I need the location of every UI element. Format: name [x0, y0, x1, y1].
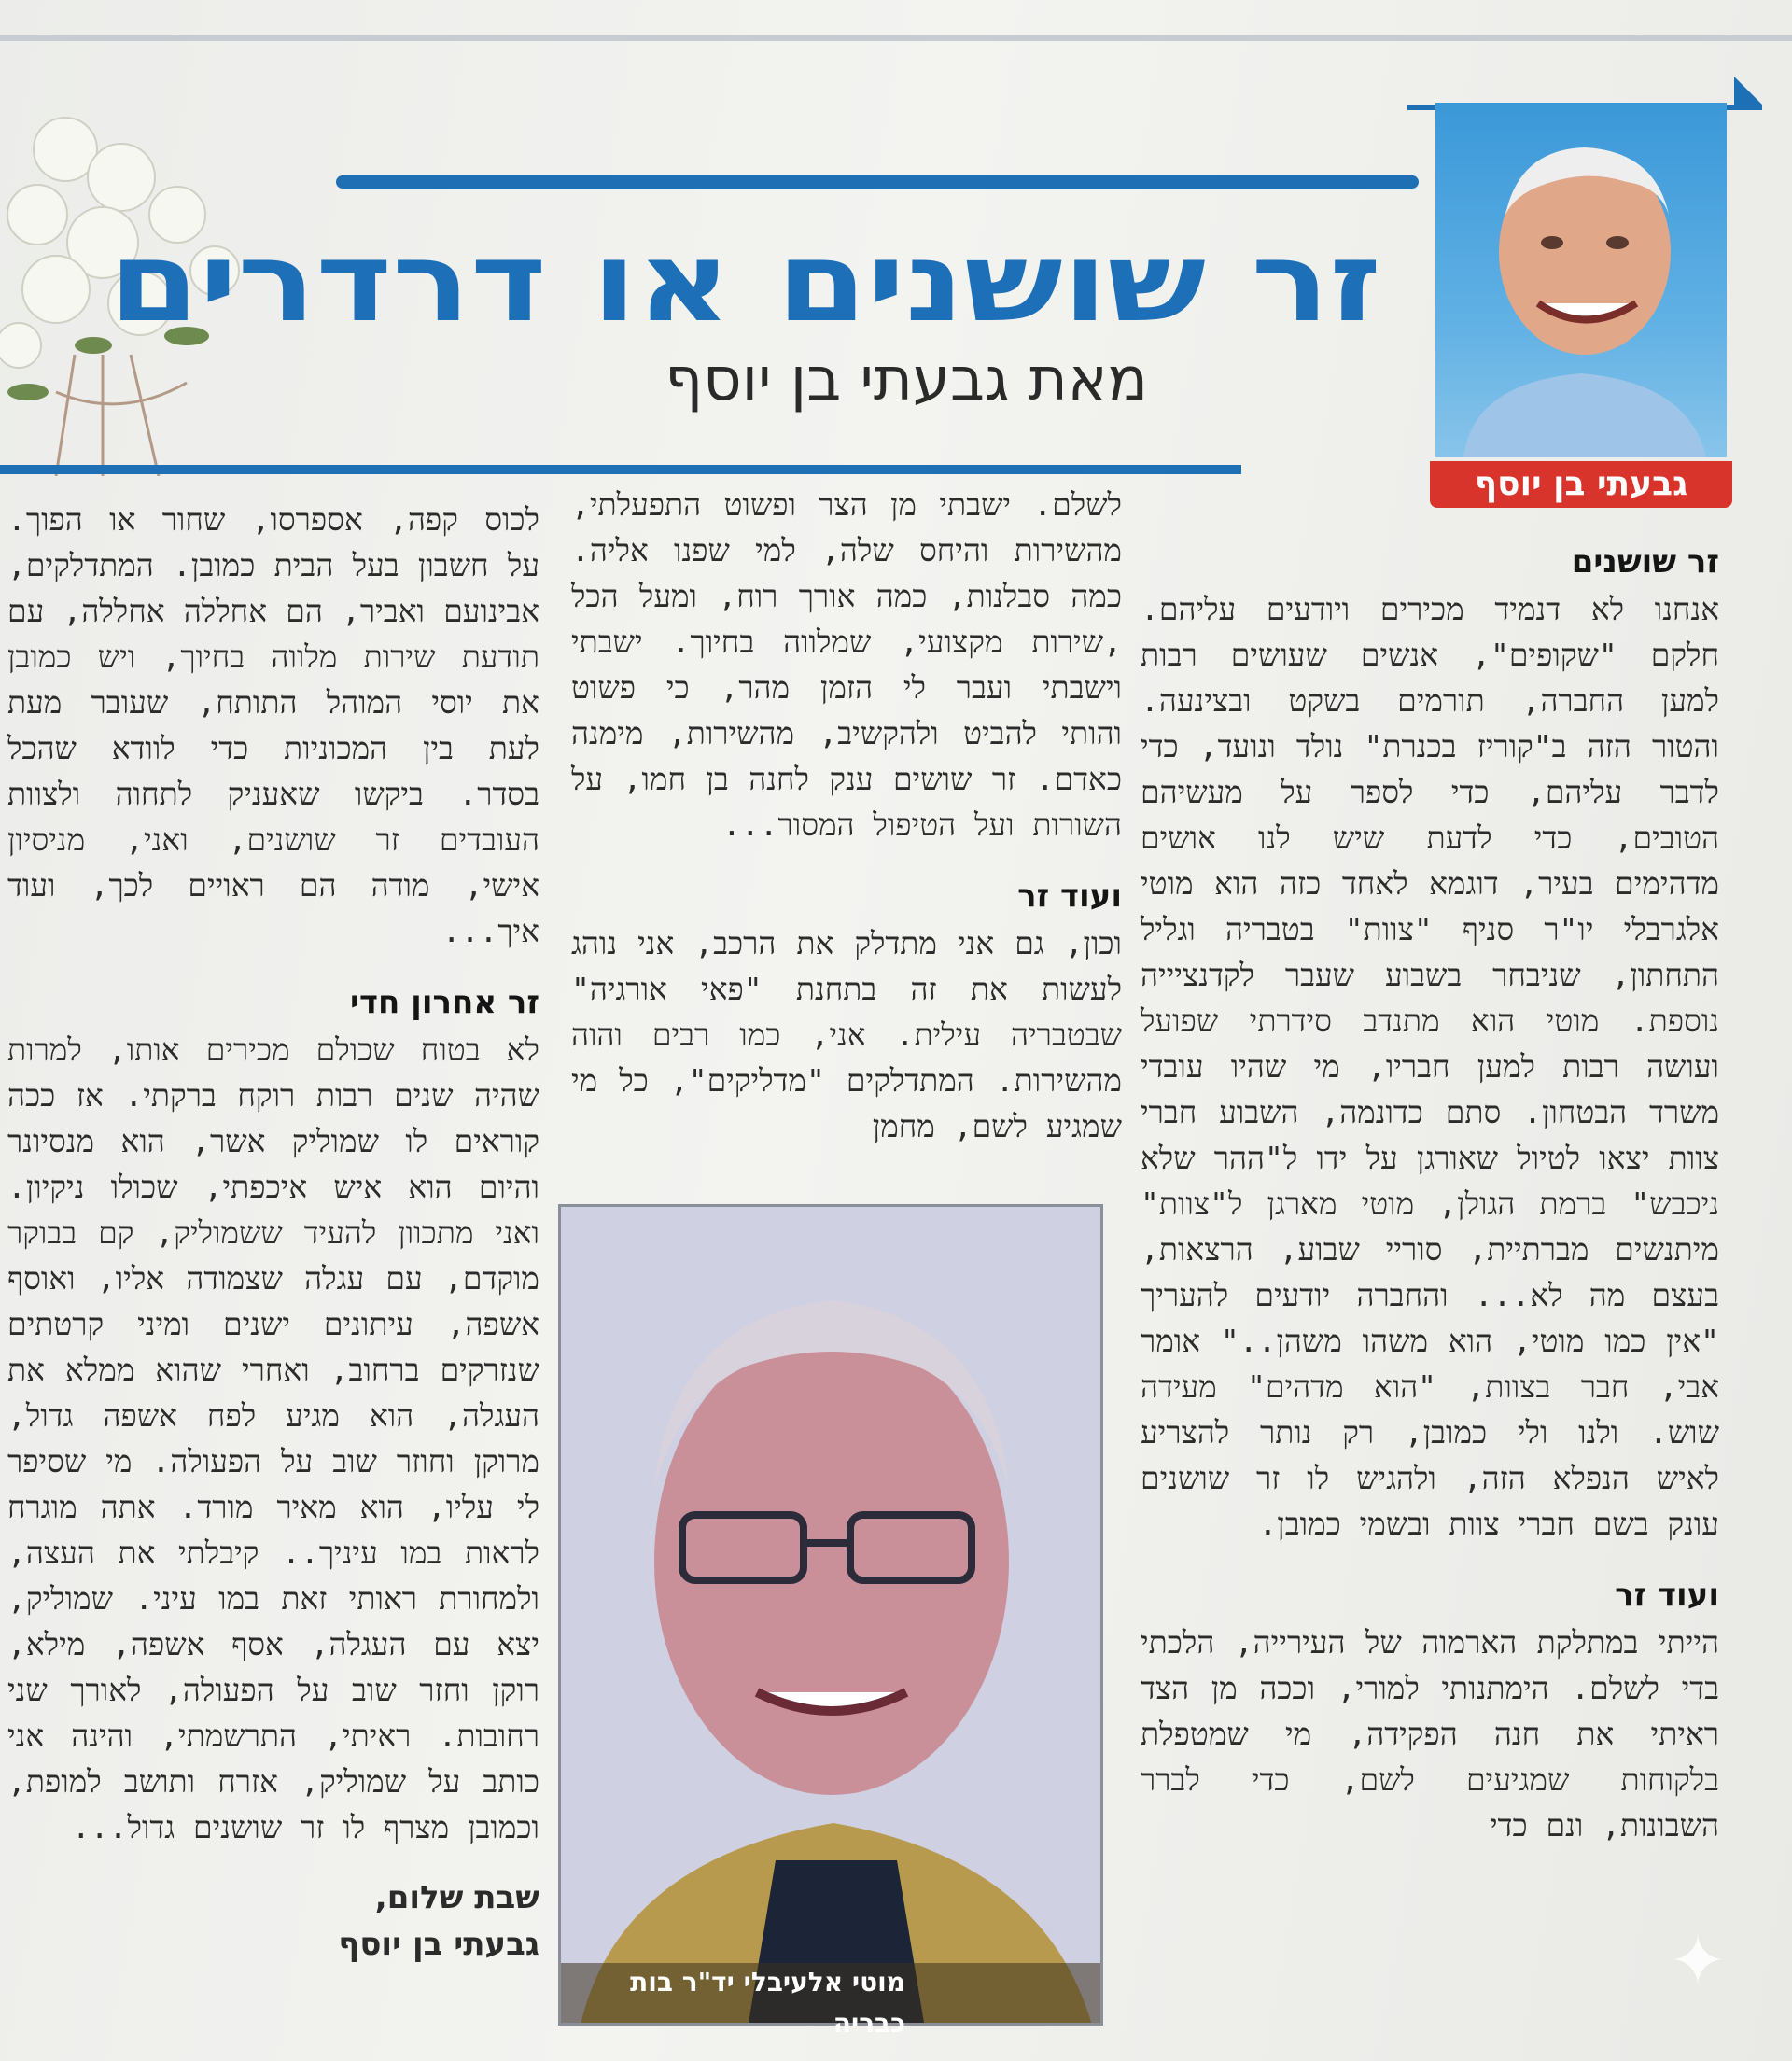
paragraph: וכון, גם אני מתדלק את הרכב, אני נוהג לעשות את זה בתחנת "פאי אורגיה" שבטבריה עילית. אני, כמו רבים והוה מהשירות. המתדלקים "מדליקים", כל מי שמגיע לשם, מחמן — [571, 925, 1122, 1144]
subheading: ועוד זר — [1615, 1577, 1719, 1614]
top-rule — [0, 35, 1792, 41]
subheading: ועוד זר — [1017, 877, 1122, 915]
photo-caption: מוטי אלעיבלי יד"ר בות כבריה — [630, 1967, 905, 2039]
paragraph: אנחנו לא דנמיד מכירים ויודעים עליהם. חלקם "שקופים", אנשים שעושים רבות למען החברה, תורמים בשקט ובצינעה. והטור הזה ב"קוריז בכנרת" נולד ונועד, כדי לדבר עליהם, כדי לספר על מעשיהם הטובים, כדי לדעת שיש לנו אושים מדהימים בעיר, דוגמא לאחד כזה הוא מוטי אלגרבלי יו"ר סניף "צוות" בטבריה וגליל התחתון, שניבחר בשבוע שעבר לקדנציייה נוספת. מוטי הוא מתנדב סידרתי שפועל ועושה רבות למען חבריו, מי שהיו עובדי משרד הבטחון. סתם כדונמה, השבוע חברי צוות יצאו לטיול שאורגן על ידו ל"ההר שלא ניכבש" ברמת הגולן, מוטי מארגן ל"צוות" מיתנשים מברתיית, סוריי שבוע, הרצאות, בעצם מה לא... והחברה יודעים להעריך "אין כמו מוטי, הוא משהו משהן.." אומר אבי, חבר בצוות, "הוא מדהים" מעידה שוש. ולנו ולי כמובן, רק נותר להצריע לאיש הנפלא הזה, ולהגיש לו זר שושנים עונק בשם חברי צוות ובשמי כמובן. — [1141, 591, 1719, 1542]
article-title: זר שושנים או דרדרים — [108, 217, 1381, 346]
column-middle — [571, 482, 1122, 1149]
closing-signature: גבעתי בן יוסף — [338, 1926, 539, 1963]
header-band — [336, 175, 1419, 189]
sparkle-watermark-icon: ✦ — [1668, 1921, 1727, 2001]
header-divider — [0, 465, 1241, 474]
subject-portrait-icon — [561, 1207, 1103, 2039]
subheading: זר שושנים — [1571, 543, 1719, 581]
author-photo — [1435, 103, 1727, 457]
subheading: זר אחרון חדי — [349, 984, 539, 1021]
column-right — [1141, 538, 1719, 1848]
closing-greeting: שבת שלום, — [374, 1879, 539, 1916]
paragraph: הייתי במתלקת הארמוה של העירייה, הלכתי בדי לשלם. הימתנותי למורי, וככה מן הצד ראיתי את חנה הפקידה, מי שמטפלת בלקוחות שמגיעים לשם, כדי לברר השבונות, ונם כדי — [1141, 1624, 1719, 1844]
article-byline: מאת גבעתי בן יוסף — [665, 345, 1148, 414]
column-left — [7, 497, 539, 1968]
author-name-badge: גבעתי בן יוסף — [1430, 461, 1732, 508]
paragraph: לא בטוח שכולם מכירים אותו, למרות שהיה שנים רבות רוקח ברקתי. אז ככה קוראים לו שמוליק אשר, הוא מנסיונר והיום הוא איש איכפתי, שכולו ניקיון. ואני מתכוון להעיד ששמוליק, קם בבוקר מוקדם, עם עגלה שצמודה אליו, ואוסף אשפה, עיתונים ישנים ומיני קרטתים שנזרקים ברחוב, ואחרי שהוא ממלא את העגלה, הוא מגיע לפח אשפה גדול, מרוקן וחוזר שוב על הפעולה. מי שסיפר לי עליו, הוא מאיר מורד. אתה מוגרח לראות במו עיניך.. קיבלתי את העצה, ולמחורת ראותי זאת במו עיני. שמוליק, יצא עם העגלה, אסף אשפה, מילא, רוקן וחזר שוב על הפעולה, לאורך שני רחובות. ראיתי, התרשמתי, והינה אני כותב על שמוליק, אזרח ותושב למופת, וכמובן מצרף לו זר שושנים גדול... — [7, 1031, 539, 1845]
paragraph: לכוס קפה, אספרסו, שחור או הפוך. על חשבון בעל הבית כמובן. המתדלקים, אבינועם ואביר, הם אחללה אחללה, עם תודעת שירות מלווה בחיוך, ויש כמובן את יוסי המוהל התותח, שעובר מעת לעת בין המכוניות כדי לוודא שהכל בסדר. ביקשו שאעניק לתחוה ולצוות העובדים זר שושנים, ואני, מניסיון אישי, מודה הם ראויים לכך, ועוד איך... — [7, 501, 539, 949]
author-portrait-icon — [1435, 103, 1727, 457]
paragraph: לשלם. ישבתי מן הצר ופשוט התפעלתי, מהשירות והיחס שלה, למי שפנו אליה. כמה סבלנות, כמה אורך רוח, ומעל הכל ,שירות מקצועי, שמלווה בחיוך. ישבתי וישבתי ועבר לי הזמן מהר, כי פשוט והותי להביט ולהקשיב, מהשירות, מימנה כאדם. זר שושים ענק לחנה בן חמו, על השורות ועל הטיפול המסור... — [571, 486, 1122, 843]
subject-photo — [558, 1204, 1103, 2039]
